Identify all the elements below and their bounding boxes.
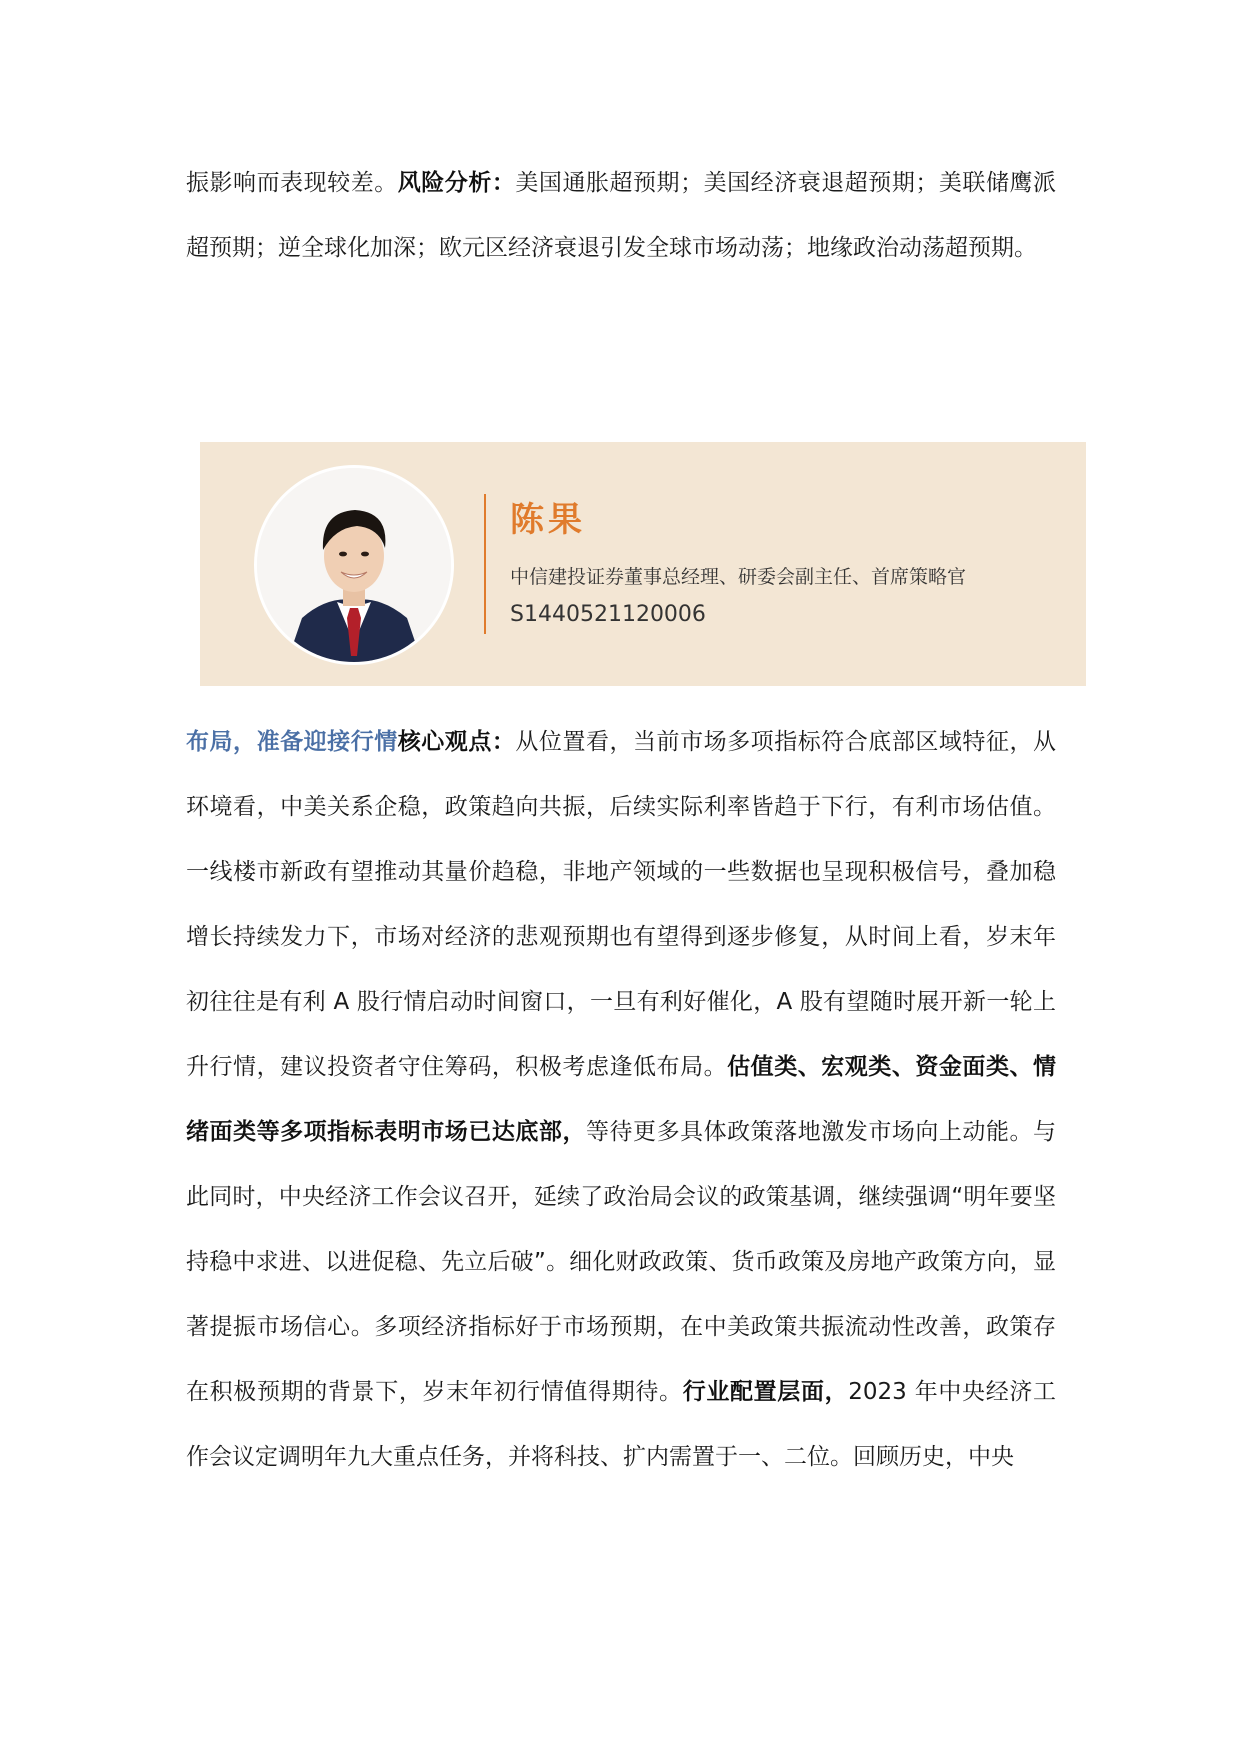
core-view-text-2: 等待更多具体政策落地激发市场向上动能。与此同时，中央经济工作会议召开，延续了政治局会议的政策基调，继续强调“明年要坚持稳中求进、以进促稳、先立后破”。细化财政政策、货币政策及房地产政策方向，显著提振市场信心。多项经济指标好于市场预期，在中美政策共振流动性改善，政策存在积极预期的背景下，岁末年初行情值得期待。: [186, 1119, 1057, 1405]
analyst-certificate-number: S1440521120006: [510, 602, 706, 627]
risk-label: 风险分析：: [397, 170, 516, 196]
section-headline: 布局，准备迎接行情: [186, 729, 398, 755]
intro-paragraph: [186, 151, 1056, 281]
intro-text-2: 美国通胀超预期；美国经济衰退超预期；美联储鹰派超预期；逆全球化加深；欧元区经济衰退引发全球市场动荡；地缘政治动荡超预期。: [186, 170, 1057, 261]
analyst-profile-card: [200, 442, 1086, 686]
analyst-title: 中信建投证券董事总经理、研委会副主任、首席策略官: [510, 566, 967, 588]
intro-text-1: 振影响而表现较差。: [186, 170, 398, 196]
core-view-paragraph: [186, 710, 1056, 1490]
core-view-text-3: 2023 年中央经济工作会议定调明年九大重点任务，并将科技、扩内需置于一、二位。回顾历史，中央: [186, 1379, 1057, 1470]
industry-allocation-label: 行业配置层面，: [682, 1379, 849, 1405]
core-view-bold-1: 估值类、宏观类、资金面类、情绪面类等多项指标表明市场已达底部，: [186, 1054, 1057, 1145]
core-view-text-1: 从位置看，当前市场多项指标符合底部区域特征，从环境看，中美关系企稳，政策趋向共振，后续实际利率皆趋于下行，有利市场估值。一线楼市新政有望推动其量价趋稳，非地产领域的一些数据也呈现积极信号，叠加稳增长持续发力下，市场对经济的悲观预期也有望得到逐步修复，从时间上看，岁末年初往往是有利 A 股行情启动时间窗口，一旦有利好催化，A 股有望随时展开新一轮上升行情，建议投资者守住筹码，积极考虑逢低布局。: [186, 729, 1057, 1080]
analyst-name: 陈果: [510, 500, 586, 540]
core-view-label: 核心观点：: [397, 729, 516, 755]
analyst-portrait-image: [257, 468, 451, 662]
analyst-avatar: [257, 468, 451, 662]
accent-divider: [484, 494, 486, 634]
